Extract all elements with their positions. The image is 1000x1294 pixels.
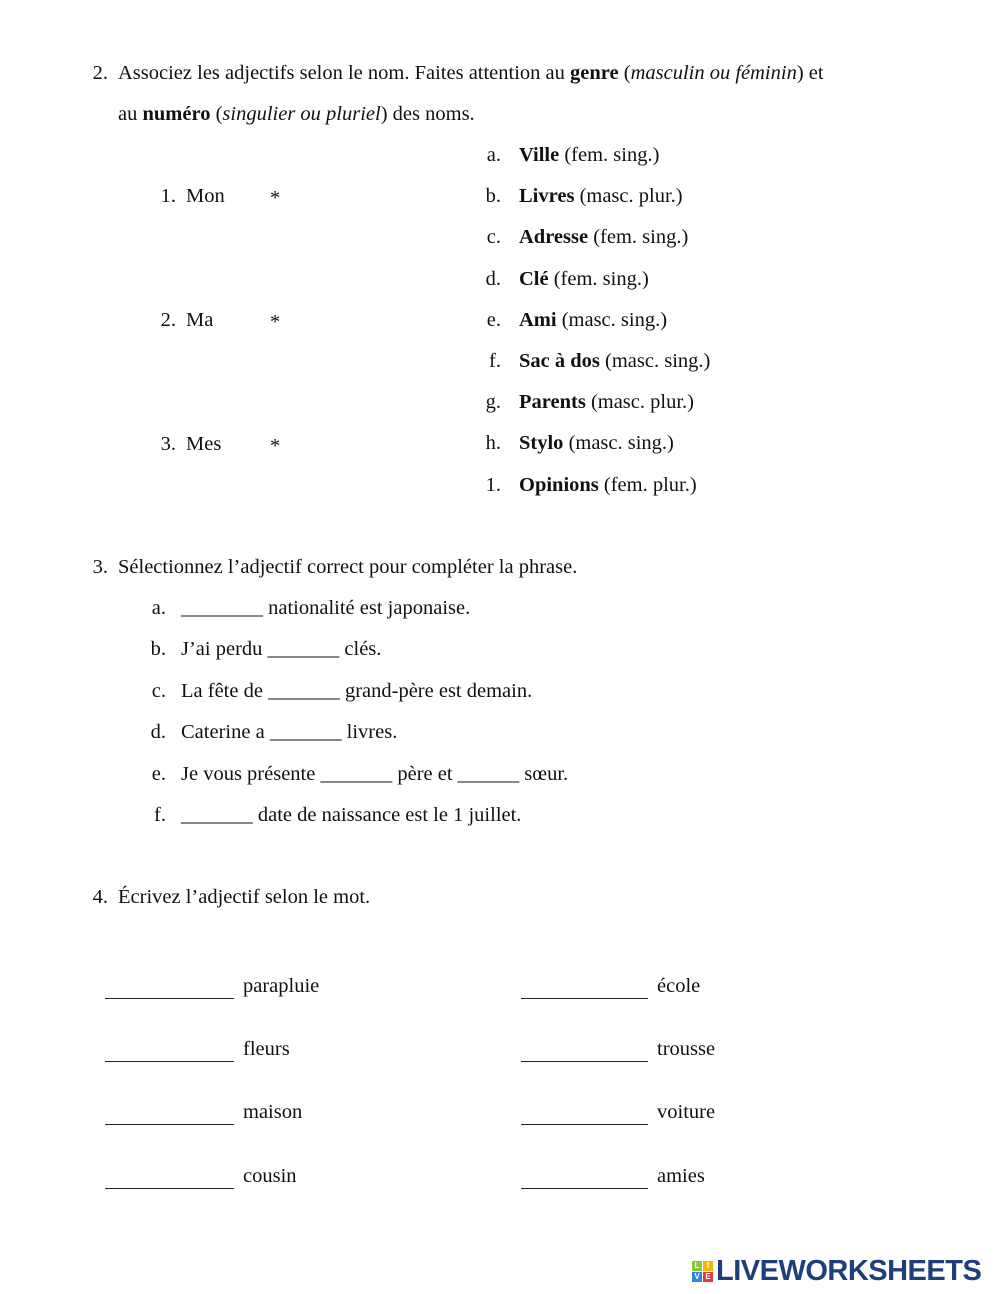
q3-sentence[interactable]: _______ date de naissance est le 1 juillet.	[181, 804, 522, 826]
noun-item: Ami (masc. sing.)	[519, 308, 668, 331]
q4-number: 4.	[92, 886, 108, 908]
q2-instruction-line2: au numéro (singulier ou pluriel) des noms.	[118, 103, 475, 125]
noun-item: Opinions (fem. plur.)	[519, 473, 697, 496]
noun-letter: 1.	[485, 473, 501, 496]
q3-sentence[interactable]: J’ai perdu _______ clés.	[181, 638, 382, 661]
noun-letter: h.	[485, 432, 501, 455]
q3-item-letter: e.	[151, 762, 166, 785]
left-item-word: Mon	[186, 185, 225, 207]
noun-letter: f.	[489, 350, 501, 372]
q3-item-letter: c.	[151, 679, 166, 702]
answer-blank[interactable]	[105, 998, 234, 999]
q4-word: cousin	[243, 1165, 297, 1187]
left-item-word: Mes	[186, 433, 222, 455]
left-item-word: Ma	[186, 309, 214, 331]
noun-letter: g.	[485, 391, 501, 414]
answer-blank[interactable]	[521, 998, 648, 999]
noun-item: Stylo (masc. sing.)	[519, 432, 674, 455]
answer-blank[interactable]	[521, 1061, 648, 1062]
q3-sentence[interactable]: ________ nationalité est japonaise.	[181, 597, 471, 619]
answer-blank[interactable]	[521, 1188, 648, 1189]
q4-word: voiture	[657, 1101, 716, 1123]
logo-tiles-icon: L I V E	[692, 1261, 713, 1282]
q3-sentence[interactable]: Je vous présente _______ père et ______ sœur.	[181, 762, 569, 785]
q3-item-letter: a.	[151, 597, 166, 619]
q4-word: maison	[243, 1101, 303, 1123]
noun-item: Sac à dos (masc. sing.)	[519, 350, 711, 372]
q4-word: école	[657, 975, 701, 997]
q3-item-letter: d.	[150, 721, 166, 744]
noun-item: Adresse (fem. sing.)	[519, 226, 689, 249]
q4-word: amies	[657, 1165, 705, 1187]
noun-item: Ville (fem. sing.)	[519, 144, 660, 166]
left-item-number: 2.	[160, 309, 176, 331]
answer-blank[interactable]	[521, 1124, 648, 1125]
noun-letter: d.	[485, 267, 501, 290]
noun-item: Livres (masc. plur.)	[519, 185, 683, 208]
liveworksheets-logo: L I V E LIVEWORKSHEETS	[692, 1255, 981, 1288]
answer-blank[interactable]	[105, 1124, 234, 1125]
noun-item: Parents (masc. plur.)	[519, 391, 694, 414]
q3-sentence[interactable]: Caterine a _______ livres.	[181, 721, 398, 744]
left-item-number: 1.	[160, 185, 176, 207]
q4-word: trousse	[657, 1038, 716, 1060]
answer-blank[interactable]	[105, 1061, 234, 1062]
noun-letter: b.	[485, 185, 501, 208]
noun-letter: c.	[486, 226, 501, 249]
left-item-number: 3.	[160, 433, 176, 455]
noun-letter: a.	[486, 144, 501, 166]
answer-blank[interactable]	[105, 1188, 234, 1189]
q3-title: Sélectionnez l’adjectif correct pour compléter la phrase.	[118, 556, 578, 578]
q3-sentence[interactable]: La fête de _______ grand-père est demain.	[181, 679, 533, 702]
q3-number: 3.	[92, 556, 108, 578]
match-dropdown[interactable]: *	[270, 435, 281, 457]
noun-item: Clé (fem. sing.)	[519, 267, 649, 290]
q3-item-letter: b.	[150, 638, 166, 661]
q4-title: Écrivez l’adjectif selon le mot.	[118, 886, 371, 908]
q3-item-letter: f.	[154, 804, 166, 826]
q2-number: 2.	[92, 62, 108, 84]
noun-letter: e.	[486, 308, 501, 331]
q4-word: fleurs	[243, 1038, 290, 1060]
match-dropdown[interactable]: *	[270, 311, 281, 333]
match-dropdown[interactable]: *	[270, 187, 281, 209]
q2-instruction-line1: Associez les adjectifs selon le nom. Faites attention au genre (masculin ou féminin) et	[118, 62, 824, 84]
q4-word: parapluie	[243, 975, 320, 997]
